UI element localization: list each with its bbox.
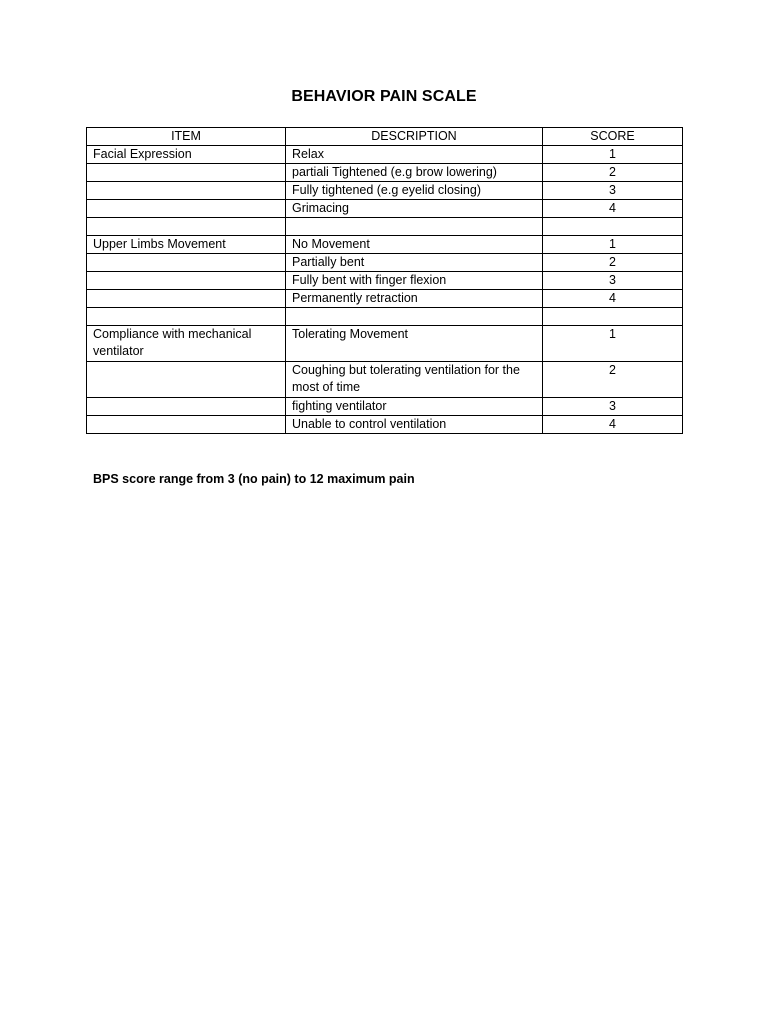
- description-cell: Fully bent with finger flexion: [286, 272, 543, 290]
- table-row: [87, 326, 683, 362]
- item-cell: [87, 182, 286, 200]
- table-header-row: [87, 128, 683, 146]
- page-title: BEHAVIOR PAIN SCALE: [291, 88, 477, 105]
- description-cell: Unable to control ventilation: [286, 416, 543, 434]
- score-cell: 2: [543, 164, 683, 182]
- item-cell: [87, 200, 286, 218]
- description-cell: partiali Tightened (e.g brow lowering): [286, 164, 543, 182]
- description-cell: Permanently retraction: [286, 290, 543, 308]
- score-cell: 2: [543, 362, 683, 398]
- table-row: [87, 182, 683, 200]
- description-cell: fighting ventilator: [286, 398, 543, 416]
- table-row-spacer: [87, 218, 683, 236]
- score-cell: 4: [543, 416, 683, 434]
- table-row: [87, 146, 683, 164]
- table-row: [87, 200, 683, 218]
- header-item: ITEM: [87, 128, 286, 146]
- score-cell: [543, 218, 683, 236]
- description-cell: Relax: [286, 146, 543, 164]
- score-cell: 4: [543, 290, 683, 308]
- score-cell: 3: [543, 272, 683, 290]
- description-cell: No Movement: [286, 236, 543, 254]
- description-cell: Coughing but tolerating ventilation for the most of time: [286, 362, 543, 398]
- score-range-note: BPS score range from 3 (no pain) to 12 maximum pain: [93, 472, 415, 486]
- score-cell: 3: [543, 398, 683, 416]
- score-cell: 1: [543, 146, 683, 164]
- item-cell: [87, 254, 286, 272]
- table-row: [87, 290, 683, 308]
- score-cell: 4: [543, 200, 683, 218]
- table-row-spacer: [87, 308, 683, 326]
- header-score: SCORE: [543, 128, 683, 146]
- description-cell: Fully tightened (e.g eyelid closing): [286, 182, 543, 200]
- table-row: [87, 272, 683, 290]
- pain-scale-table: [86, 127, 683, 434]
- item-cell: [87, 164, 286, 182]
- item-cell: [87, 416, 286, 434]
- description-cell: Grimacing: [286, 200, 543, 218]
- table-row: [87, 362, 683, 398]
- table-row: [87, 398, 683, 416]
- item-cell: [87, 398, 286, 416]
- item-cell: [87, 362, 286, 398]
- score-cell: 2: [543, 254, 683, 272]
- item-cell: Compliance with mechanical ventilator: [87, 326, 286, 362]
- score-cell: 1: [543, 326, 683, 362]
- item-cell: [87, 218, 286, 236]
- table-row: [87, 236, 683, 254]
- description-cell: Tolerating Movement: [286, 326, 543, 362]
- score-cell: 3: [543, 182, 683, 200]
- description-cell: [286, 218, 543, 236]
- description-cell: [286, 308, 543, 326]
- header-description: DESCRIPTION: [286, 128, 543, 146]
- item-cell: Upper Limbs Movement: [87, 236, 286, 254]
- score-cell: [543, 308, 683, 326]
- item-cell: [87, 272, 286, 290]
- description-cell: Partially bent: [286, 254, 543, 272]
- table-row: [87, 164, 683, 182]
- item-cell: Facial Expression: [87, 146, 286, 164]
- item-cell: [87, 290, 286, 308]
- item-cell: [87, 308, 286, 326]
- table-row: [87, 416, 683, 434]
- table-row: [87, 254, 683, 272]
- score-cell: 1: [543, 236, 683, 254]
